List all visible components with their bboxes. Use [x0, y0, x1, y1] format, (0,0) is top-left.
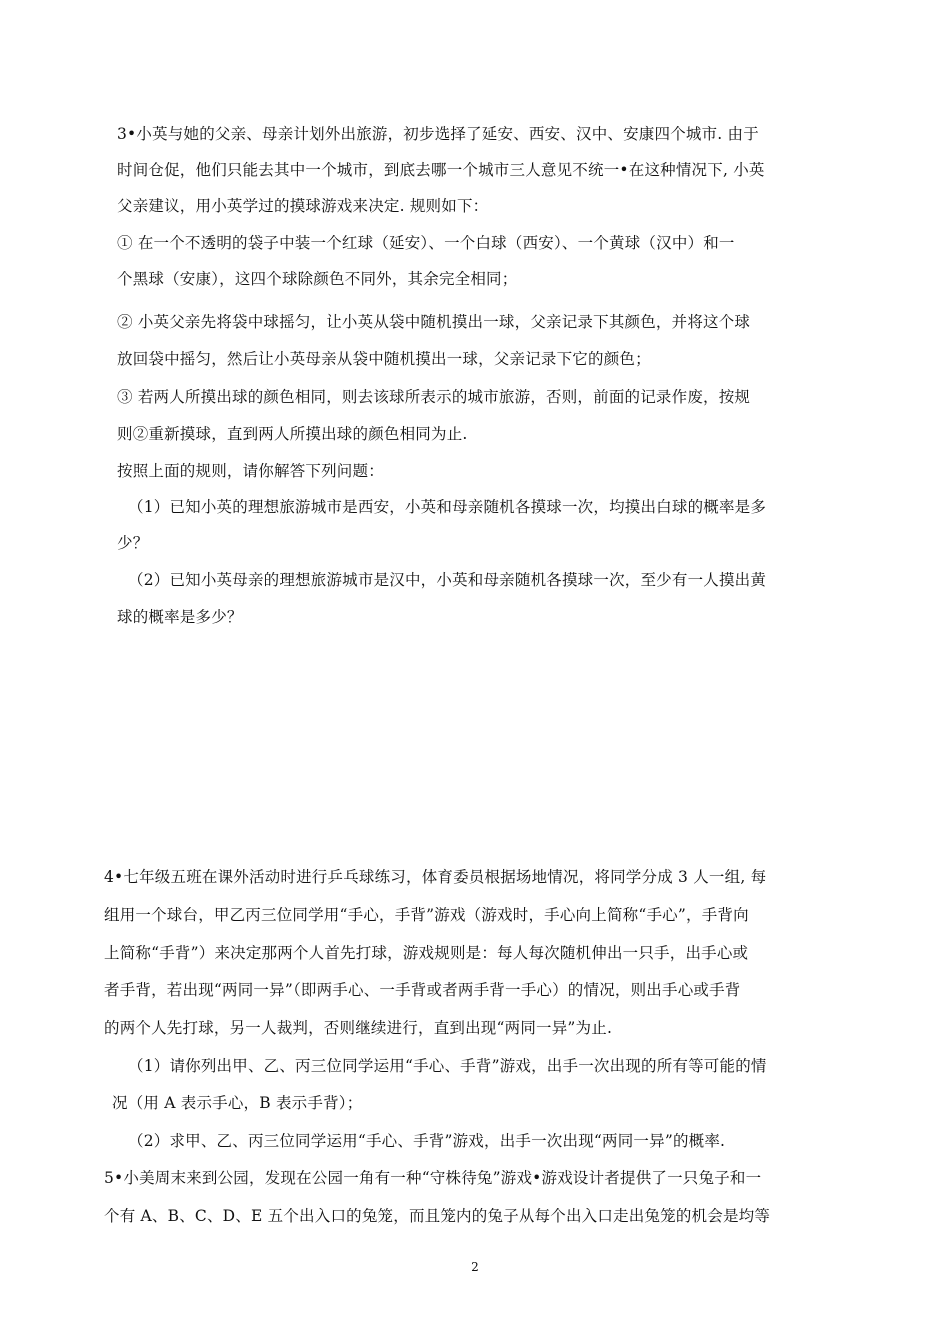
q3-line: 个黑球（安康），这四个球除颜色不同外，其余完全相同；	[117, 270, 518, 288]
q3-line: 按照上面的规则，请你解答下列问题：	[117, 462, 384, 480]
q4-subquestion-1: （1）请你列出甲、乙、丙三位同学运用“手心、手背”游戏，出手一次出现的所有等可能的情	[128, 1057, 767, 1075]
q4-line: 者手背，若出现“两同一异”（即两手心、一手背或者两手背一手心）的情况，则出手心或手背	[104, 981, 741, 999]
q4-line: 上简称“手背”）来决定那两个人首先打球，游戏规则是：每人每次随机伸出一只手，出手心或	[104, 944, 749, 962]
q3-line: 时间仓促，他们只能去其中一个城市，到底去哪一个城市三人意见不统一•在这种情况下, 小英	[117, 161, 765, 179]
q3-line: 球的概率是多少？	[117, 608, 243, 626]
q3-line: 父亲建议，用小英学过的摸球游戏来决定. 规则如下：	[117, 197, 489, 215]
q4-line: 4•七年级五班在课外活动时进行乒乓球练习，体育委员根据场地情况，将同学分成 3 人一组, 每	[104, 868, 767, 886]
q3-line: ② 小英父亲先将袋中球摇匀，让小英从袋中随机摸出一球，父亲记录下其颜色，并将这个球	[117, 313, 751, 331]
q4-line: 的两个人先打球，另一人裁判，否则继续进行，直到出现“两同一异”为止.	[104, 1019, 613, 1037]
q4-line: 组用一个球台，甲乙丙三位同学用“手心，手背”游戏（游戏时，手心向上简称“手心”，手背向	[104, 906, 749, 924]
q3-line: ① 在一个不透明的袋子中装一个红球（延安）、一个白球（西安）、一个黄球（汉中）和一	[117, 234, 735, 252]
q4-line: 况（用 A 表示手心，B 表示手背）；	[112, 1094, 363, 1112]
q4-subquestion-2: （2）求甲、乙、丙三位同学运用“手心、手背”游戏，出手一次出现“两同一异”的概率.	[128, 1132, 726, 1150]
q3-line: 则②重新摸球，直到两人所摸出球的颜色相同为止.	[117, 425, 468, 443]
q3-subquestion-1: （1）已知小英的理想旅游城市是西安，小英和母亲随机各摸球一次，均摸出白球的概率是多	[128, 498, 767, 516]
q3-line: 少？	[117, 534, 149, 552]
q3-subquestion-2: （2）已知小英母亲的理想旅游城市是汉中，小英和母亲随机各摸球一次，至少有一人摸出黄	[128, 571, 767, 589]
q5-line: 5•小美周末来到公园，发现在公园一角有一种“守株待兔”游戏•游戏设计者提供了一只兔子和一	[104, 1169, 762, 1187]
page-number: 2	[471, 1260, 479, 1274]
q3-line: 放回袋中摇匀，然后让小英母亲从袋中随机摸出一球，父亲记录下它的颜色；	[117, 350, 651, 368]
q3-line: 3•小英与她的父亲、母亲计划外出旅游，初步选择了延安、西安、汉中、安康四个城市. 由于	[117, 125, 759, 143]
q3-line: ③ 若两人所摸出球的颜色相同，则去该球所表示的城市旅游，否则，前面的记录作废，按规	[117, 388, 751, 406]
q5-line: 个有 A、B、C、D、E 五个出入口的兔笼，而且笼内的兔子从每个出入口走出兔笼的机会是均等	[104, 1207, 771, 1225]
